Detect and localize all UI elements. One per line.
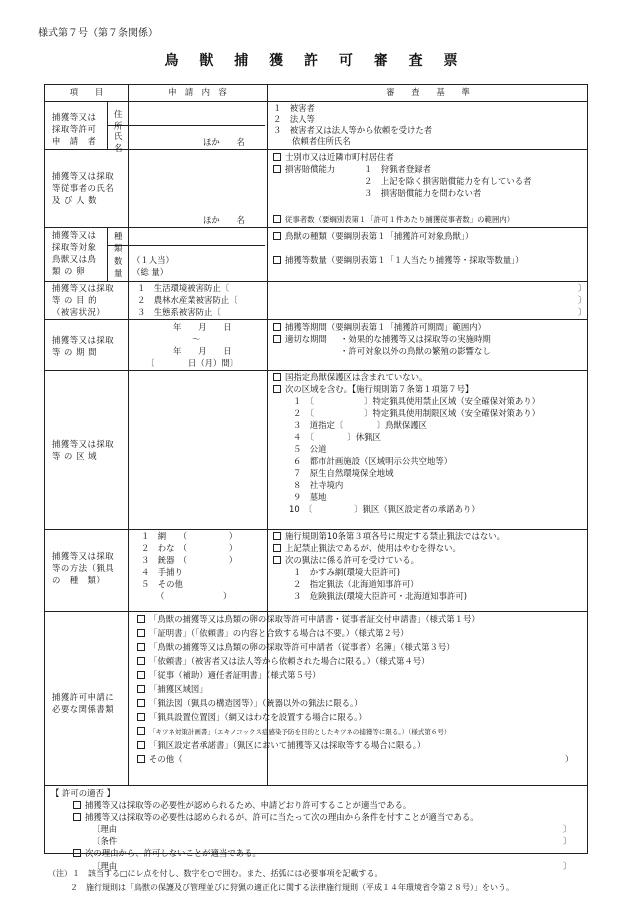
period-days: 〔 日（月）間〕	[146, 358, 239, 368]
documents-label-1: 捕獲許可申請に	[52, 692, 115, 702]
applicant-criterion-2: ２ 法人等	[273, 114, 315, 124]
workers-label-2: 等従事者の氏名	[52, 183, 115, 193]
species-criterion-type: 鳥獣の種類（要綱別表第１「捕獲許可対象鳥獣」）	[285, 231, 474, 241]
area-label-2: 等 の 区 域	[52, 451, 97, 461]
note-2: ２ 施行規則は「鳥獣の保護及び管理並びに狩猟の適正化に関する法律施行規則（平成１４年環境省令第２８号）」をいう。	[70, 883, 514, 892]
worker-option-2: ２ 上記を除く損害賠償能力を有している者	[364, 176, 532, 186]
species-label-2: 採取等対象	[52, 242, 97, 252]
method-criterion-permitted: 次の猟法に係る許可を受けている。	[285, 555, 419, 565]
approval-heading: 【 許可の適否 】	[51, 788, 115, 798]
document-10: 「猟区設定者承諾書」（猟区において捕獲等又は採取等する場合に限る。）	[149, 740, 426, 750]
method-criterion-not-prohibited: 施行規則第10条第３項各号に規定する禁止猟法ではない。	[285, 531, 506, 541]
applicant-label-2: 採取等許可	[52, 124, 97, 134]
species-type-label: 種類	[114, 231, 123, 253]
method-hand: ４ 手捕り	[141, 567, 183, 577]
period-label-1: 捕獲等又は採取	[52, 335, 115, 345]
address-label: 住所	[114, 109, 123, 131]
period-criterion-range: 捕獲等期間（要綱別表第１「捕獲許可期間」範囲内）	[285, 322, 486, 332]
applicant-others: ほか 名	[203, 137, 245, 147]
method-other: ５ その他	[141, 579, 183, 589]
worker-option-3: ３ 損害賠償能力を問わない者	[364, 188, 482, 198]
species-label-1: 捕獲等又は	[52, 230, 97, 240]
total-label: （総 量）	[132, 267, 169, 277]
workers-others: ほか 名	[203, 215, 245, 225]
applicant-label-3: 申 請 者	[52, 136, 97, 146]
document-8: 「猟具設置位置図」（網又はわなを設置する場合に限る。）	[149, 712, 367, 722]
approval-option-2: 捕獲等又は採取等の必要性は認められるが、許可に当たって次の理由から条件を付すことが適当である。	[85, 812, 479, 822]
period-subcriterion-1: ・効果的な捕獲等又は採取等の実施時期	[340, 334, 491, 344]
period-label-2: 等 の 期 間	[52, 347, 97, 357]
method-label-3: の 種 類）	[52, 575, 106, 585]
document-other: その他（	[149, 754, 183, 764]
name-label: 氏名	[114, 131, 123, 153]
method-gun: ３ 銃器 （ ）	[141, 555, 238, 565]
species-label-3: 鳥獣又は鳥	[52, 254, 97, 264]
period-separator: ～	[192, 334, 201, 344]
period-start: 年 月 日	[173, 322, 232, 332]
notes	[48, 867, 608, 895]
workers-label-3: 及 び 人 数	[52, 195, 97, 205]
area-item-4: ４ 〔 〕休猟区	[293, 432, 381, 442]
worker-criterion-number: 従事者数（要綱別表第１「許可１件あたり捕獲従事者数」の範囲内）	[285, 215, 515, 224]
form-number: 様式第７号（第７条関係）	[38, 28, 158, 39]
area-item-1: １ 〔 〕特定猟具使用禁止区域（安全確保対策あり）	[293, 396, 541, 406]
area-item-2: ２ 〔 〕特定猟具使用制限区域（安全確保対策あり）	[293, 408, 541, 418]
requester-name: 依頼者住所氏名	[292, 136, 351, 146]
method-criterion-unavoidable: 上記禁止猟法であるが、使用はやむを得ない。	[285, 543, 461, 553]
purpose-label-2: 等 の 目 的	[52, 295, 97, 305]
approval-reason: 〔理由	[92, 824, 118, 834]
per-person-label: （１人当）	[132, 255, 174, 265]
document-5: 「従事（補助）適任者証明書」（様式第５号）	[149, 670, 321, 680]
method-permit-1: １ かすみ網(環境大臣許可)	[293, 567, 401, 577]
area-item-5: ５ 公道	[293, 444, 327, 454]
area-criterion-included: 次の区域を含む。【施行規則第７条第１項第７号】	[285, 384, 474, 394]
applicant-criterion-1: １ 被害者	[273, 103, 315, 113]
worker-criterion-compensation: 損害賠償能力	[285, 164, 336, 174]
approval-option-1: 捕獲等又は採取等の必要性が認められるため、申請どおり許可することが適当である。	[85, 800, 412, 810]
purpose-item-1: １ 生活環境被害防止〔	[137, 283, 230, 293]
purpose-item-3: ３ 生態系被害防止〔	[137, 307, 221, 317]
method-net: １ 網 （ ）	[141, 531, 238, 541]
period-criterion-appropriate: 適切な期間	[285, 334, 327, 344]
documents-label-2: 必要な関係書類	[52, 704, 115, 714]
applicant-label-1: 捕獲等又は	[52, 112, 97, 122]
area-item-8: ８ 社寺境内	[293, 480, 344, 490]
species-count-label: 数量	[114, 256, 123, 278]
species-label-4: 類 の 卵	[52, 266, 85, 276]
method-other-detail: （ ）	[156, 591, 232, 601]
area-item-3: ３ 道指定〔 〕鳥獣保護区	[293, 420, 427, 430]
document-3: 「鳥獣の捕獲等又は鳥類の卵の採取等許可申請者（従事者）名簿」（様式第３号）	[149, 642, 455, 652]
worker-option-1: １ 狩猟者登録者	[364, 164, 431, 174]
period-end: 年 月 日	[173, 346, 232, 356]
document-7: 「猟法図（猟具の構造図等）」（銃器以外の猟法に限る。）	[149, 698, 363, 708]
species-criterion-quantity: 捕獲等数量（要綱別表第１「１人当たり捕獲等・採取等数量」）	[285, 255, 524, 265]
area-item-7: ７ 原生自然環境保全地域	[293, 468, 394, 478]
method-permit-2: ２ 指定猟法（北海道知事許可）	[293, 579, 419, 589]
purpose-label-3: （被害状況）	[52, 307, 106, 317]
header-application: 申 請 内 容	[168, 87, 227, 97]
document-9: 「キツネ対策計画書」（エキノコックス症感染予防を目的としたキツネの捕獲等に限る。）（様式第６号）	[149, 728, 451, 736]
method-label-1: 捕獲等又は採取	[52, 551, 115, 561]
note-1: （注）１ 該当する□にレ点を付し、数字を○で囲む。また、括弧には必要事項を記載する。	[48, 869, 383, 878]
method-trap: ２ わな （ ）	[141, 543, 238, 553]
approval-condition: 〔条件	[92, 836, 118, 846]
area-item-10: 10 〔 〕猟区（猟区設定者の承諾あり）	[289, 504, 480, 514]
purpose-label-1: 捕獲等又は採取	[52, 283, 115, 293]
document-1: 「鳥獣の捕獲等又は鳥類の卵の採取等許可申請書・従事者証交付申請書」（様式第１号）	[149, 614, 480, 624]
header-item: 項 目	[69, 87, 104, 97]
area-criterion-national: 国指定鳥獣保護区は含まれていない。	[285, 372, 428, 382]
worker-criterion-residence: 士別市又は近隣市町村居住者	[285, 152, 394, 162]
workers-label-1: 捕獲等又は採取	[52, 171, 115, 181]
purpose-item-2: ２ 農林水産業被害防止〔	[137, 295, 238, 305]
disapproval-reason: 〔理由	[92, 861, 118, 871]
header-criteria: 審 査 基 準	[386, 87, 470, 97]
applicant-criterion-3: ３ 被害者又は法人等から依頼を受けた者	[273, 125, 433, 135]
approval-option-3: 次の理由から、許可しないことが適当である。	[85, 848, 261, 858]
document-2: 「証明書」（「依頼書」の内容と合致する場合は不要。）（様式第２号）	[149, 628, 409, 638]
method-label-2: 等の方法（猟具	[52, 563, 115, 573]
period-subcriterion-2: ・許可対象以外の鳥獣の繁殖の影響なし	[340, 346, 491, 356]
review-sheet: 項 目 申 請 内 容 審 査 基 準 捕獲等又は 採取等許可 申 請 者 住所 氏名 ほか 名 １ 被害者 ２ 法人等 ３ 被害者又は法人等から依頼を受けた者 依頼者住所氏名 捕獲等又は採取 等従事者の氏名 及 び 人 数 ほか 名 士別市又は近隣市町村居住者 損害賠償能力 １ 狩猟者登録者 ２ 上記を除く損害賠償能力を有している者 ３ 損害賠償能力を問わない者 従事者数（要綱別表第１「許可１件あたり捕獲従事者数」の範囲内） 捕獲等又は 採取等対象 鳥獣又は鳥 類 の 卵 種類 数量 （１人当） （総 量） 鳥獣の種類（要綱別表第１「捕獲許可対象鳥獣」） 捕獲等数量（要綱別表第１「１人当たり捕獲等・採取等数量」） 捕獲等又は採取 等 の 目 的 （被害状況） １ 生活環境被害防止〔 ２ 農林水産業被害防止〔 ３ 生態系被害防止〔 〕 〕 〕 捕獲等又は採取 等 の 期 間 年 月 日 ～ 年 月 日 〔 日（月）間〕 捕獲等期間（要綱別表第１「捕獲許可期間」範囲内） 適切な期間 ・効果的な捕獲等又は採取等の実施時期 ・許可対象以外の鳥獣の繁殖の影響なし 捕獲等又は採取 等 の 区 域 国指定鳥獣保護区は含まれていない。 次の区域を含む。【施行規則第７条第１項第７号】 １ 〔 〕特定猟具使用禁止区域（安全確保対策あり） ２ 〔 〕特定猟具使用制限区域（安全確保対策あり） ３ 道指定〔 〕鳥獣保護区 ４ 〔 〕休猟区 ５ 公道 ６ 都市計画施設（区域明示公共空地等） ７ 原生自然環境保全地域 ８ 社寺境内 ９ 墓地 10 〔 〕猟区（猟区設定者の承諾あり） 捕獲等又は採取 等の方法（猟具 の 種 類） １ 網 （ ） ２ わな （ ） ３ 銃器 （ ） ４ 手捕り ５ その他 （ ） 施行規則第10条第３項各号に規定する禁止猟法ではない。 上記禁止猟法であるが、使用はやむを得ない。 次の猟法に係る許可を受けている。 １ かすみ網(環境大臣許可) ２ 指定猟法（北海道知事許可） ３ 危険猟法(環境大臣許可・北海道知事許可) 捕獲許可申請に 必要な関係書類 「鳥獣の捕獲等又は鳥類の卵の採取等許可申請書・従事者証交付申請書」（様式第１号） 「証明書」（「依頼書」の内容と合致する場合は不要。）（様式第２号） 「鳥獣の捕獲等又は鳥類の卵の採取等許可申請者（従事者）名簿」（様式第３号） 「依頼書」（被害者又は法人等から依頼された場合に限る。）（様式第４号） 「従事（補助）適任者証明書」（様式第５号） 「捕獲区域図」 「猟法図（猟具の構造図等）」（銃器以外の猟法に限る。） 「猟具設置位置図」（網又はわなを設置する場合に限る。） 「キツネ対策計画書」（エキノコックス症感染予防を目的としたキツネの捕獲等に限る。）（様式第６号） 「猟区設定者承諾書」（猟区において捕獲等又は採取等する場合に限る。） その他（ ） 【 許可の適否 】 捕獲等又は採取等の必要性が認められるため、申請どおり許可することが適当である。 捕獲等又は採取等の必要性は認められるが、許可に当たって次の理由から条件を付すことが適当である。 〔理由 〔条件 次の理由から、許可しないことが適当である。 〔理由 〕 〕 〕	[44, 84, 588, 854]
document-4: 「依頼書」（被害者又は法人等から依頼された場合に限る。）（様式第４号）	[149, 656, 430, 666]
form-title: 鳥 獣 捕 獲 許 可 審 査 票	[164, 53, 466, 69]
area-label-1: 捕獲等又は採取	[52, 439, 115, 449]
area-item-6: ６ 都市計画施設（区域明示公共空地等）	[293, 456, 453, 466]
document-6: 「捕獲区域図」	[149, 684, 208, 694]
method-permit-3: ３ 危険猟法(環境大臣許可・北海道知事許可)	[293, 591, 468, 601]
area-item-9: ９ 墓地	[293, 492, 327, 502]
